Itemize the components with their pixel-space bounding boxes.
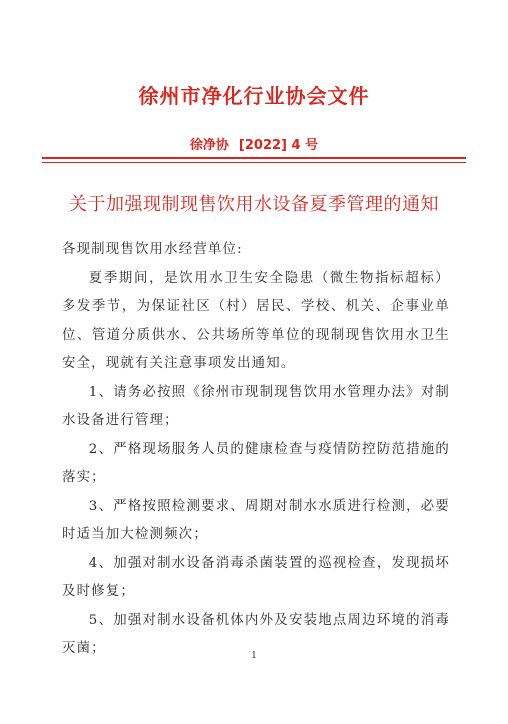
notice-title: 关于加强现制现售饮用水设备夏季管理的通知 [69, 194, 439, 215]
intro-paragraph: 夏季期间，是饮用水卫生安全隐患（微生物指标超标）多发季节，为保证社区（村）居民、学校、机关、企事业单位、管道分质供水、公共场所等单位的现制现售饮用水卫生安全，现就有关注意事项发出通知。 [62, 270, 450, 371]
org-title: 徐州市净化行业协会文件 [138, 84, 370, 108]
document-org-abbr: 徐净协 [189, 138, 229, 153]
page-number: 1 [251, 651, 257, 661]
notice-item-1: 1、请务必按照《徐州市现制现售饮用水管理办法》对制水设备进行管理； [62, 384, 450, 428]
header-rule-thin [42, 162, 466, 163]
document-year-number: [2022] 4 号 [238, 138, 319, 153]
notice-item-3: 3、严格按照检测要求、周期对制水水质进行检测，必要时适当加大检测频次； [62, 498, 450, 542]
notice-body [62, 236, 450, 664]
salutation: 各现制现售饮用水经营单位: [62, 242, 243, 257]
notice-item-4: 4、加强对制水设备消毒杀菌装置的巡视检查，发现损坏及时修复； [62, 555, 450, 599]
document-number [0, 134, 508, 153]
notice-item-2: 2、严格现场服务人员的健康检查与疫情防控防范措施的落实； [62, 441, 450, 485]
notice-item-5: 5、加强对制水设备机体内外及安装地点周边环境的消毒灭菌； [62, 612, 450, 656]
header-rule-thick [42, 157, 466, 159]
